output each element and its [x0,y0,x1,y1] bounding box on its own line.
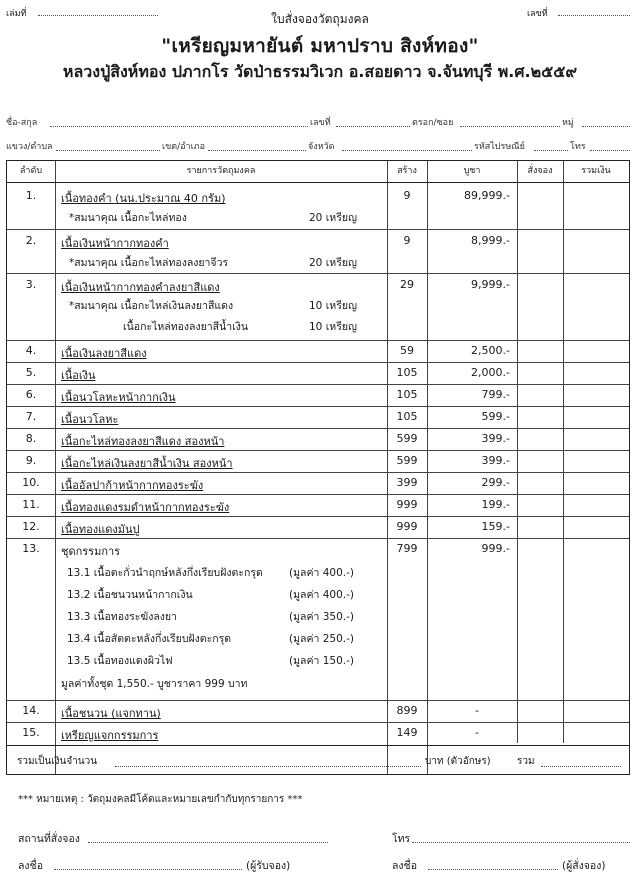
table-row [7,700,629,722]
item-quantity: 899 [396,704,418,717]
total-amount-label: รวมเป็นเงินจำนวน [17,756,98,767]
order-table [6,160,630,775]
item-price: 299.- [481,476,510,489]
item-quantity: 105 [396,410,418,423]
item-name: เนื้ออัลปาก้าหน้ากากทองระฆัง [61,479,204,492]
alley-label: ตรอก/ซอย [412,118,454,128]
item-price: 9,999.- [471,278,510,291]
row-number: 8. [25,432,37,445]
item-name: ชุดกรรมการ [61,545,121,558]
set-sub-item: 13.2 เนื้อชนวนหน้ากากเงิน [67,589,193,601]
set-sub-item-value: (มูลค่า 350.-) [289,611,354,623]
book-number-label: เล่มที่ [6,9,27,19]
item-name: เนื้อทองแดงมันปู [61,523,140,536]
row-number: 3. [25,278,37,291]
subdistrict-label: แขวง/ตำบล [6,142,53,152]
item-price: 399.- [481,454,510,467]
item-name: เนื้อชนวน (แจกทาน) [61,707,161,720]
table-row [7,494,629,516]
receiver-sign-label: ลงชื่อ [18,860,43,872]
item-quantity: 599 [396,432,418,445]
row-number: 1. [25,189,37,202]
name-field[interactable] [50,126,308,127]
item-name: เนื้อกะไหล่ทองลงยาสีแดง สองหน้า [61,435,225,448]
table-row [7,450,629,472]
item-price: 89,999.- [464,189,510,202]
order-place-field[interactable] [88,842,328,843]
header-qty: สร้าง [397,166,417,176]
receiver-signature-field[interactable] [54,869,242,870]
header-order: สั่งจอง [527,166,553,176]
header-no: ลำดับ [19,166,43,176]
item-price: - [475,704,479,717]
item-quantity: 799 [396,542,418,555]
row-number: 12. [22,520,40,533]
set-sub-item: 13.1 เนื้อตะกั่วนำฤกษ์หลังกึ่งเรียบฝังตะกรุด [67,567,263,579]
phone-field[interactable] [590,150,630,151]
header-total: รวมเงิน [581,166,611,176]
name-label: ชื่อ-สกุล [6,118,38,128]
item-price: 2,500.- [471,344,510,357]
issuer-heading: หลวงปู่สิงห์ทอง ปภากโร วัดป่าธรรมวิเวก อ.สอยดาว จ.จันทบุรี พ.ศ.๒๕๕๙ [62,62,578,81]
village-label: หมู่ [562,118,574,128]
item-quantity: 105 [396,366,418,379]
phone-label: โทร [570,142,586,152]
customer-signature-field[interactable] [428,869,558,870]
header-price: บูชา [463,166,481,176]
set-sub-item-value: (มูลค่า 400.-) [289,567,354,579]
order-place-label: สถานที่สั่งจอง [18,833,80,845]
item-price: 2,000.- [471,366,510,379]
total-amount-text-field[interactable] [115,766,421,767]
item-name: เหรียญแจกกรรมการ [61,729,159,742]
item-name: เนื้อเงิน [61,369,96,382]
table-row [7,229,629,273]
bonus-note: เนื้อกะไหล่ทองลงยาสีน้ำเงิน [123,321,249,333]
item-quantity: 59 [400,344,414,357]
bonus-count: 20 เหรียญ [309,257,357,269]
row-number: 13. [22,542,40,555]
item-name: เนื้อกะไหล่เงินลงยาสีน้ำเงิน สองหน้า [61,457,233,470]
footer-phone-field[interactable] [412,842,630,843]
item-quantity: 29 [400,278,414,291]
item-name: เนื้อนวโลหะ [61,413,119,426]
item-price: 999.- [481,542,510,555]
set-sub-item: 13.5 เนื้อทองแดงผิวไฟ [67,655,173,667]
bonus-count: 10 เหรียญ [309,300,357,312]
item-quantity: 999 [396,498,418,511]
remark-note: *** หมายเหตุ : วัตถุมงคลมีโค้ดและหมายเลขกำกับทุกรายการ *** [18,794,303,805]
table-row [7,362,629,384]
item-quantity: 149 [396,726,418,739]
item-quantity: 9 [403,189,411,202]
sum-field[interactable] [541,766,621,767]
postcode-field[interactable] [534,150,568,151]
item-quantity: 399 [396,476,418,489]
bonus-note: *สมนาคุณ เนื้อกะไหล่ทอง [69,212,187,224]
row-number: 10. [22,476,40,489]
row-number: 9. [25,454,37,467]
item-quantity: 9 [403,234,411,247]
house-no-label: เลขที่ [310,118,331,128]
form-title: ใบสั่งจองวัตถุมงคล [271,12,369,26]
item-price: 599.- [481,410,510,423]
item-price: 399.- [481,432,510,445]
phone-label: โทร [392,833,411,845]
province-label: จังหวัด [308,142,335,152]
row-number: 4. [25,344,37,357]
receiver-role-label: (ผู้รับจอง) [246,860,291,872]
table-row [7,406,629,428]
document-number-label: เลขที่ [527,9,548,19]
row-number: 5. [25,366,37,379]
customer-sign-label: ลงชื่อ [392,860,417,872]
set-value-note: มูลค่าทั้งชุด 1,550.- บูชาราคา 999 บาท [61,678,248,690]
item-name: เนื้อเงินหน้ากากทองคำลงยาสีแดง [61,281,220,294]
village-field[interactable] [582,126,630,127]
item-name: เนื้อทองแดงรมดำหน้ากากทองระฆัง [61,501,230,514]
item-name: เนื้อเงินหน้ากากทองคำ [61,237,169,250]
table-row [7,516,629,538]
alley-field[interactable] [460,126,560,127]
province-field[interactable] [342,150,472,151]
row-number: 11. [22,498,40,511]
row-number: 7. [25,410,37,423]
row-number: 2. [25,234,37,247]
sum-label: รวม [517,756,535,767]
row-number: 15. [22,726,40,739]
table-row [7,472,629,494]
table-row [7,273,629,340]
set-sub-item-value: (มูลค่า 150.-) [289,655,354,667]
district-label: เขต/อำเภอ [162,142,205,152]
item-price: - [475,726,479,739]
subdistrict-field[interactable] [56,150,160,151]
row-number: 14. [22,704,40,717]
bonus-count: 10 เหรียญ [309,321,357,333]
table-row [7,428,629,450]
row-number: 6. [25,388,37,401]
bonus-note: *สมนาคุณ เนื้อกะไหล่ทองลงยาจีวร [69,257,229,269]
set-sub-item: 13.3 เนื้อทองระฆังลงยา [67,611,177,623]
item-name: เนื้อนวโลหะหน้ากากเงิน [61,391,176,404]
item-quantity: 999 [396,520,418,533]
set-sub-item: 13.4 เนื้อสัตตะหลังกึ่งเรียบฝังตะกรุด [67,633,232,645]
table-row [7,722,629,745]
item-price: 159.- [481,520,510,533]
item-price: 199.- [481,498,510,511]
item-name: เนื้อเงินลงยาสีแดง [61,347,147,360]
total-row [7,745,629,776]
item-quantity: 105 [396,388,418,401]
district-field[interactable] [208,150,306,151]
table-row [7,182,629,229]
baht-text-label: บาท (ตัวอักษร) [425,756,491,767]
set-sub-item-value: (มูลค่า 400.-) [289,589,354,601]
customer-role-label: (ผู้สั่งจอง) [562,860,606,872]
set-sub-item-value: (มูลค่า 250.-) [289,633,354,645]
header-item: รายการวัตถุมงคล [186,166,256,176]
item-price: 8,999.- [471,234,510,247]
coin-name-title: "เหรียญมหายันต์ มหาปราบ สิงห์ทอง" [161,35,479,57]
bonus-note: *สมนาคุณ เนื้อกะไหล่เงินลงยาสีแดง [69,300,234,312]
postcode-label: รหัสไปรษณีย์ [474,142,525,152]
bonus-count: 20 เหรียญ [309,212,357,224]
table-row [7,538,629,700]
item-price: 799.- [481,388,510,401]
item-name: เนื้อทองคำ (นน.ประมาณ 40 กรัม) [61,192,226,205]
house-no-field[interactable] [336,126,410,127]
table-row [7,384,629,406]
item-quantity: 599 [396,454,418,467]
table-row [7,340,629,362]
